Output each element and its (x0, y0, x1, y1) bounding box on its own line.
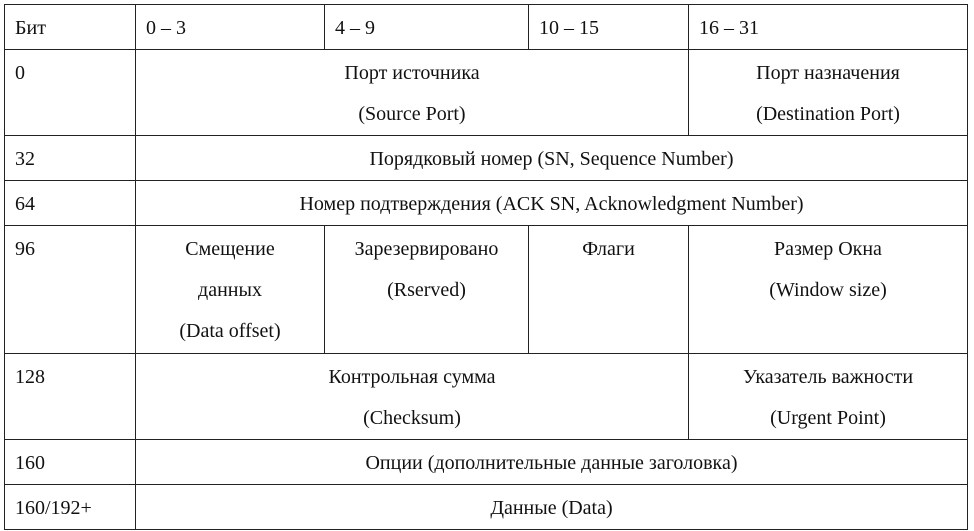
table-row (5, 485, 968, 530)
row-offset-128: 128 (5, 354, 136, 440)
checksum-label: Контрольная сумма (328, 366, 496, 388)
table-row (5, 440, 968, 485)
row-offset-64: 64 (5, 181, 136, 226)
bits-16-31-header: 16 – 31 (689, 5, 968, 50)
reserved-label: Зарезервировано (354, 238, 499, 260)
options-cell: Опции (дополнительные данные заголовка) (136, 440, 968, 485)
data-offset-cell (136, 226, 325, 354)
source-port-cell (136, 50, 689, 136)
data-cell: Данные (Data) (136, 485, 968, 530)
bits-4-9-header: 4 – 9 (325, 5, 529, 50)
table-row (5, 50, 968, 136)
sequence-number-cell: Порядковый номер (SN, Sequence Number) (136, 136, 968, 181)
bits-0-3-header: 0 – 3 (136, 5, 325, 50)
table-row (5, 181, 968, 226)
bits-10-15-header: 10 – 15 (529, 5, 689, 50)
table-header-row (5, 5, 968, 50)
row-offset-160: 160 (5, 440, 136, 485)
row-offset-96: 96 (5, 226, 136, 354)
bit-header-cell: Бит (5, 5, 136, 50)
row-offset-0: 0 (5, 50, 136, 136)
table-row (5, 354, 968, 440)
row-offset-160-192: 160/192+ (5, 485, 136, 530)
urgent-pointer-cell (689, 354, 968, 440)
data-offset-label-1: Смещение (185, 238, 275, 260)
destination-port-label: Порт назначения (756, 62, 900, 84)
reserved-label-en: (Rserved) (387, 279, 466, 301)
table-row (5, 226, 968, 354)
destination-port-label-en: (Destination Port) (756, 103, 900, 125)
tcp-header-table (4, 4, 968, 530)
data-offset-label-2: данных (198, 279, 262, 301)
row-offset-32: 32 (5, 136, 136, 181)
ack-number-cell: Номер подтверждения (ACK SN, Acknowledgment Number) (136, 181, 968, 226)
window-size-label-en: (Window size) (769, 279, 887, 301)
checksum-label-en: (Checksum) (363, 407, 461, 429)
urgent-pointer-label: Указатель важности (742, 366, 914, 388)
urgent-pointer-label-en: (Urgent Point) (770, 407, 886, 429)
window-size-cell (689, 226, 968, 354)
data-offset-label-en: (Data offset) (179, 320, 281, 342)
source-port-label-en: (Source Port) (358, 103, 466, 125)
tcp-header-table-container (4, 4, 968, 530)
source-port-label: Порт источника (344, 62, 480, 84)
table-row (5, 136, 968, 181)
window-size-label: Размер Окна (774, 238, 882, 260)
flags-cell: Флаги (529, 226, 689, 354)
reserved-cell (325, 226, 529, 354)
destination-port-cell (689, 50, 968, 136)
checksum-cell (136, 354, 689, 440)
